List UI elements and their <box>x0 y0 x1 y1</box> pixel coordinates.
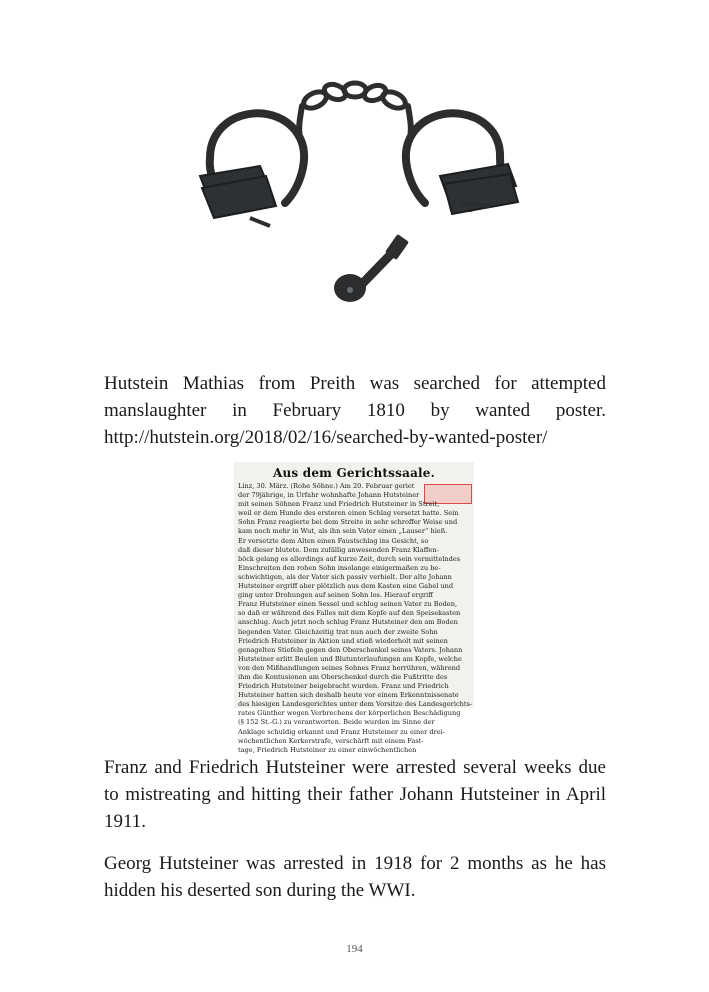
clipping-line: Friedrich Hutsteiner in Aktion und stieß wiederholt mit seinen <box>238 636 448 645</box>
clipping-line: genagelten Stiefeln gegen den Oberschenkel seines Vaters. Johann <box>238 645 463 654</box>
url-text: http://hutstein.org/2018/02/16/searched-by-wanted-poster/ <box>104 427 548 448</box>
clipping-line: so daß er während des Falles mit dem Kopfe auf den Speisekasten <box>238 609 461 618</box>
clipping-line: kam noch mehr in Wut, als ihn sein Vater einen „Lauser“ hieß. <box>238 527 448 536</box>
page-number: 194 <box>346 943 363 955</box>
clipping-line: (§ 152 St.-G.) zu verantworten. Beide wurden im Sinne der <box>238 718 435 727</box>
newspaper-clipping <box>234 462 474 754</box>
clipping-line: Friedrich Hutsteiner beigebracht wurden. Franz und Friedrich <box>238 682 449 691</box>
clipping-line: liegenden Vater. Gleichzeitig trat nun auch der zweite Sohn <box>238 627 438 636</box>
clipping-line: schwichtigen, als der Vater sich passiv verhielt. Der alte Johann <box>238 572 452 581</box>
paragraph-wanted-poster <box>104 370 606 451</box>
handcuffs-photo <box>190 78 520 318</box>
clipping-line: wöchentlichen Kerkerstrafe, verschärft mit einem Fast- <box>238 736 424 745</box>
clipping-body <box>238 482 473 755</box>
text-line: Hutstein Mathias from Preith was searched for attempted <box>104 373 606 394</box>
clipping-line: Anklage schuldig erkannt und Franz Hutsteiner zu einer drei- <box>238 727 446 736</box>
paragraph-arrest-1911: Franz and Friedrich Hutsteiner were arrested several weeks due to mistreating and hitting their father Johann Hutsteiner in April 1911. <box>104 757 606 832</box>
clipping-line: Sohn Franz reagierte bei dem Streite in sehr schroffer Weise und <box>238 518 458 527</box>
clipping-line: tage, Friedrich Hutsteiner zu einer einwöchentlichen <box>238 745 417 754</box>
clipping-line: ging unter Drohungen auf seinen Sohn los. Hierauf ergriff <box>238 591 433 600</box>
clipping-line: Hutsteiner hatten sich deshalb heute vor einem Erkenntnissenate <box>238 691 459 700</box>
clipping-line: mit seinen Söhnen Franz und Friedrich Hutsteiner in Streit, <box>238 500 440 509</box>
paragraph-arrest-1918: Georg Hutsteiner was arrested in 1918 for 2 months as he has hidden his deserted son during the WWI. <box>104 853 606 901</box>
clipping-line: böck gelang es allerdings auf kurze Zeit, durch sein vermittelndes <box>238 554 461 563</box>
clipping-line: von den Mißhandlungen seines Sohnes Franz herrühren, während <box>238 663 461 672</box>
clipping-line: ihm die Kontusionen am Oberschenkel durch die Fußtritte des <box>238 672 448 681</box>
clipping-line: Linz, 30. März. (Rohe Söhne.) Am 20. Februar geriet <box>238 482 415 490</box>
clipping-line: Franz Hutsteiner einen Sessel und schlug seinen Vater zu Boden, <box>238 600 458 609</box>
clipping-line: Einschreiten den rohen Sohn insolange einigermaßen zu be- <box>238 563 441 572</box>
clipping-line: anschlug. Auch jetzt noch schlug Franz Hutsteiner den am Boden <box>238 618 458 627</box>
clipping-line: weil er dem Hunde des ersteren einen Schlag versetzt hatte. Sein <box>238 509 459 518</box>
clipping-title: Aus dem Gerichtssaale. <box>272 466 436 480</box>
clipping-line: rates Günther wegen Verbrechens der körperlichen Beschädigung <box>238 709 461 718</box>
clipping-line: des hiesigen Landesgerichtes unter dem Vorsitze des Landesgerichts- <box>238 700 473 709</box>
clipping-line: der 79jährige, in Urfahr wohnhafte Johann Hutsteiner <box>238 491 420 500</box>
clipping-line: daß dieser blutete. Dem zufällig anwesenden Franz Klaffen- <box>238 545 439 554</box>
clipping-line: Hutsteiner ergriff aber plötzlich aus dem Kasten eine Gabel und <box>238 582 454 591</box>
clipping-line: Er versetzte dem Alten einen Faustschlag ins Gesicht, so <box>238 536 429 545</box>
text-line: manslaughter in February 1810 by wanted poster. <box>104 400 606 421</box>
clipping-line: Hutsteiner erlitt Beulen und Blutunterlaufungen am Kopfe, welche <box>238 654 462 663</box>
